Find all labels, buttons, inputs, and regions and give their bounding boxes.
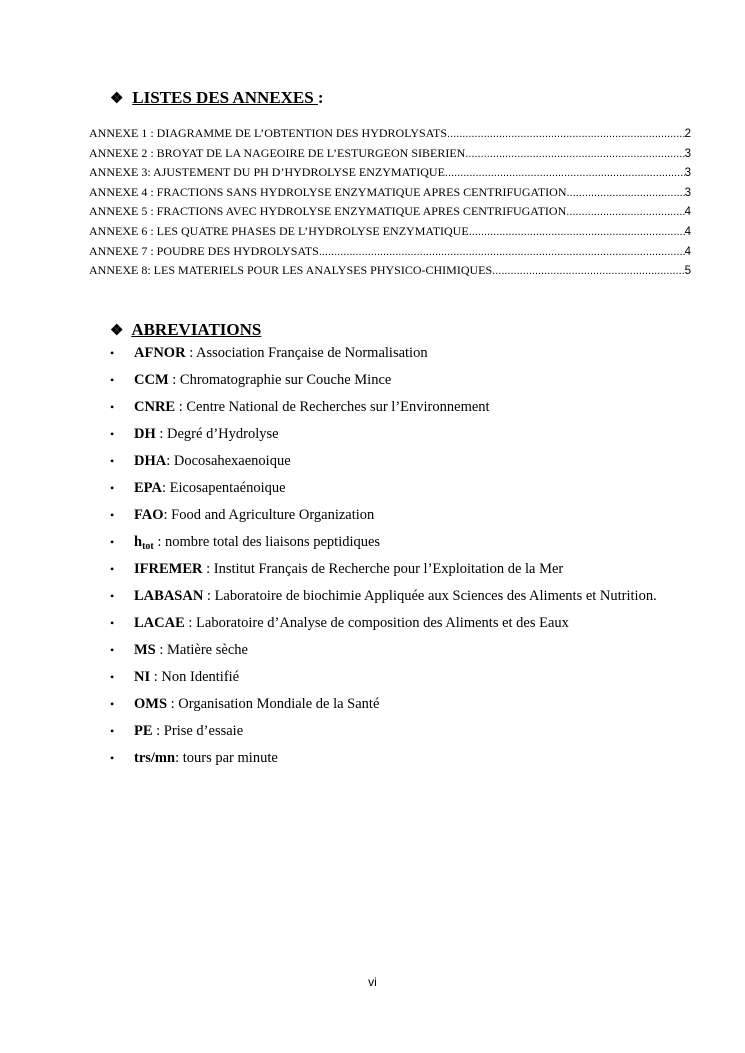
abbreviation-item xyxy=(110,585,657,612)
bullet-dot-icon: • xyxy=(110,346,115,360)
abbreviation-code: DHA xyxy=(134,453,167,469)
bullet-dot-icon: • xyxy=(110,535,115,549)
abbreviation-item xyxy=(110,531,657,558)
abbreviation-code: trs/mn xyxy=(134,750,176,766)
bullet-dot-icon: • xyxy=(110,562,115,576)
toc-leader-dots xyxy=(447,125,685,144)
toc-entry-title: ANNEXE 8: LES MATERIELS POUR LES ANALYSES PHYSICO-CHIMIQUES xyxy=(89,263,493,278)
toc-leader-dots xyxy=(469,223,685,242)
toc-entry-page: 3 xyxy=(684,167,691,180)
toc-entry[interactable] xyxy=(89,183,691,203)
abbreviation-code: CCM xyxy=(134,372,169,388)
toc-entry-page: 3 xyxy=(684,186,691,199)
abbreviation-item xyxy=(110,450,657,477)
abbreviation-code: NI xyxy=(134,669,151,685)
toc-entry-page: 4 xyxy=(684,206,691,219)
toc-leader-dots xyxy=(465,145,684,164)
toc-entry-title: ANNEXE 7 : POUDRE DES HYDROLYSATS xyxy=(89,243,319,258)
abbreviation-code: PE xyxy=(134,723,153,739)
bullet-dot-icon: • xyxy=(110,400,115,414)
toc-leader-dots xyxy=(319,243,685,262)
abbreviation-item xyxy=(110,558,657,585)
annexes-heading-text: LISTES DES ANNEXES xyxy=(132,88,318,107)
toc-entry-title: ANNEXE 4 : FRACTIONS SANS HYDROLYSE ENZYMATIQUE APRES CENTRIFUGATION xyxy=(89,184,567,199)
toc-entry-page: 2 xyxy=(684,128,691,140)
diamond-bullet-icon: ❖ xyxy=(110,91,124,107)
bullet-dot-icon: • xyxy=(110,373,115,387)
abbreviation-code: LABASAN xyxy=(134,588,204,604)
abbreviation-definition: : Organisation Mondiale de la Santé xyxy=(167,696,380,712)
toc-leader-dots xyxy=(492,262,684,281)
abbreviation-subscript: tot xyxy=(142,541,154,552)
abbreviation-code: h xyxy=(134,534,143,550)
toc-entry-title: ANNEXE 1 : DIAGRAMME DE L’OBTENTION DES HYDROLYSATS xyxy=(89,126,448,140)
abbreviation-definition: : Degré d’Hydrolyse xyxy=(155,426,279,442)
abbreviation-item xyxy=(110,342,657,369)
abbreviation-definition: : Laboratoire d’Analyse de composition des Aliments et des Eaux xyxy=(184,615,569,631)
abbreviation-definition: : Centre National de Recherches sur l’Environnement xyxy=(175,399,490,415)
page-number: vi xyxy=(368,975,377,989)
abbreviation-definition: : Institut Français de Recherche pour l’Exploitation de la Mer xyxy=(202,561,564,577)
annexes-heading-colon: : xyxy=(317,88,324,107)
toc-entry[interactable] xyxy=(89,202,691,222)
bullet-dot-icon: • xyxy=(110,427,115,441)
bullet-dot-icon: • xyxy=(110,508,115,522)
abbreviation-code: FAO xyxy=(134,507,164,523)
abbreviation-definition: : Matière sèche xyxy=(155,642,248,658)
abbreviation-definition: : Association Française de Normalisation xyxy=(185,345,428,361)
abbreviation-item xyxy=(110,612,657,639)
bullet-dot-icon: • xyxy=(110,724,115,738)
abbreviation-code: OMS xyxy=(134,696,168,712)
toc-entry-title: ANNEXE 5 : FRACTIONS AVEC HYDROLYSE ENZYMATIQUE APRES CENTRIFUGATION xyxy=(89,204,567,219)
abbreviations-heading xyxy=(110,320,261,341)
abbreviation-item xyxy=(110,693,657,720)
abbreviation-code: AFNOR xyxy=(134,345,186,361)
toc-entry-page: 5 xyxy=(684,265,691,278)
abbreviation-definition: : Non Identifié xyxy=(150,669,240,685)
abbreviation-item xyxy=(110,747,657,774)
abbreviation-code: CNRE xyxy=(134,399,176,415)
bullet-dot-icon: • xyxy=(110,454,115,468)
toc-entry[interactable] xyxy=(89,144,691,164)
abbreviation-definition: : Chromatographie sur Couche Mince xyxy=(168,372,392,388)
toc-entry-title: ANNEXE 2 : BROYAT DE LA NAGEOIRE DE L’ESTURGEON SIBERIEN xyxy=(89,145,466,160)
toc-entry[interactable] xyxy=(89,222,691,242)
abbreviation-item xyxy=(110,396,657,423)
abbreviation-item xyxy=(110,504,657,531)
abbreviation-definition: : Prise d’essaie xyxy=(152,723,244,739)
bullet-dot-icon: • xyxy=(110,481,115,495)
toc-entry-page: 3 xyxy=(684,147,691,160)
abbreviation-code: EPA xyxy=(134,480,162,496)
toc-entry-title: ANNEXE 6 : LES QUATRE PHASES DE L’HYDROLYSE ENZYMATIQUE xyxy=(89,223,469,238)
bullet-dot-icon: • xyxy=(110,643,115,657)
annexes-heading xyxy=(110,88,324,109)
toc-entry[interactable] xyxy=(89,124,691,144)
toc-entry-page: 4 xyxy=(684,225,691,238)
toc-entry[interactable] xyxy=(89,242,691,262)
bullet-dot-icon: • xyxy=(110,616,115,630)
toc-leader-dots xyxy=(445,164,685,183)
toc-leader-dots xyxy=(567,184,685,203)
abbreviations-list xyxy=(110,342,657,774)
abbreviation-definition: : Laboratoire de biochimie Appliquée aux Sciences des Aliments et Nutrition. xyxy=(203,588,657,604)
abbreviation-item xyxy=(110,720,657,747)
abbreviations-heading-text: ABREVIATIONS xyxy=(131,320,262,339)
toc-entry[interactable] xyxy=(89,261,691,281)
abbreviation-code: DH xyxy=(134,426,156,442)
abbreviation-code: MS xyxy=(134,642,156,658)
abbreviation-definition: : Eicosapentaénoique xyxy=(161,480,286,496)
abbreviation-item xyxy=(110,666,657,693)
abbreviation-definition: : Docosahexaenoique xyxy=(166,453,291,469)
toc-entry-title: ANNEXE 3: AJUSTEMENT DU PH D’HYDROLYSE ENZYMATIQUE xyxy=(89,165,445,180)
toc-entry[interactable] xyxy=(89,163,691,183)
bullet-dot-icon: • xyxy=(110,670,115,684)
abbreviation-code: IFREMER xyxy=(134,561,203,577)
abbreviation-code: LACAE xyxy=(134,615,185,631)
abbreviation-definition: : nombre total des liaisons peptidiques xyxy=(153,534,381,550)
bullet-dot-icon: • xyxy=(110,697,115,711)
toc-entry-page: 4 xyxy=(684,245,691,258)
abbreviation-definition: : Food and Agriculture Organization xyxy=(163,507,375,523)
bullet-dot-icon: • xyxy=(110,751,115,765)
abbreviation-item xyxy=(110,639,657,666)
abbreviation-item xyxy=(110,477,657,504)
abbreviation-item xyxy=(110,369,657,396)
diamond-bullet-icon: ❖ xyxy=(110,323,124,339)
abbreviation-item xyxy=(110,423,657,450)
annexes-list xyxy=(89,124,691,281)
toc-leader-dots xyxy=(566,203,684,222)
abbreviation-definition: : tours par minute xyxy=(175,750,278,766)
bullet-dot-icon: • xyxy=(110,589,115,603)
